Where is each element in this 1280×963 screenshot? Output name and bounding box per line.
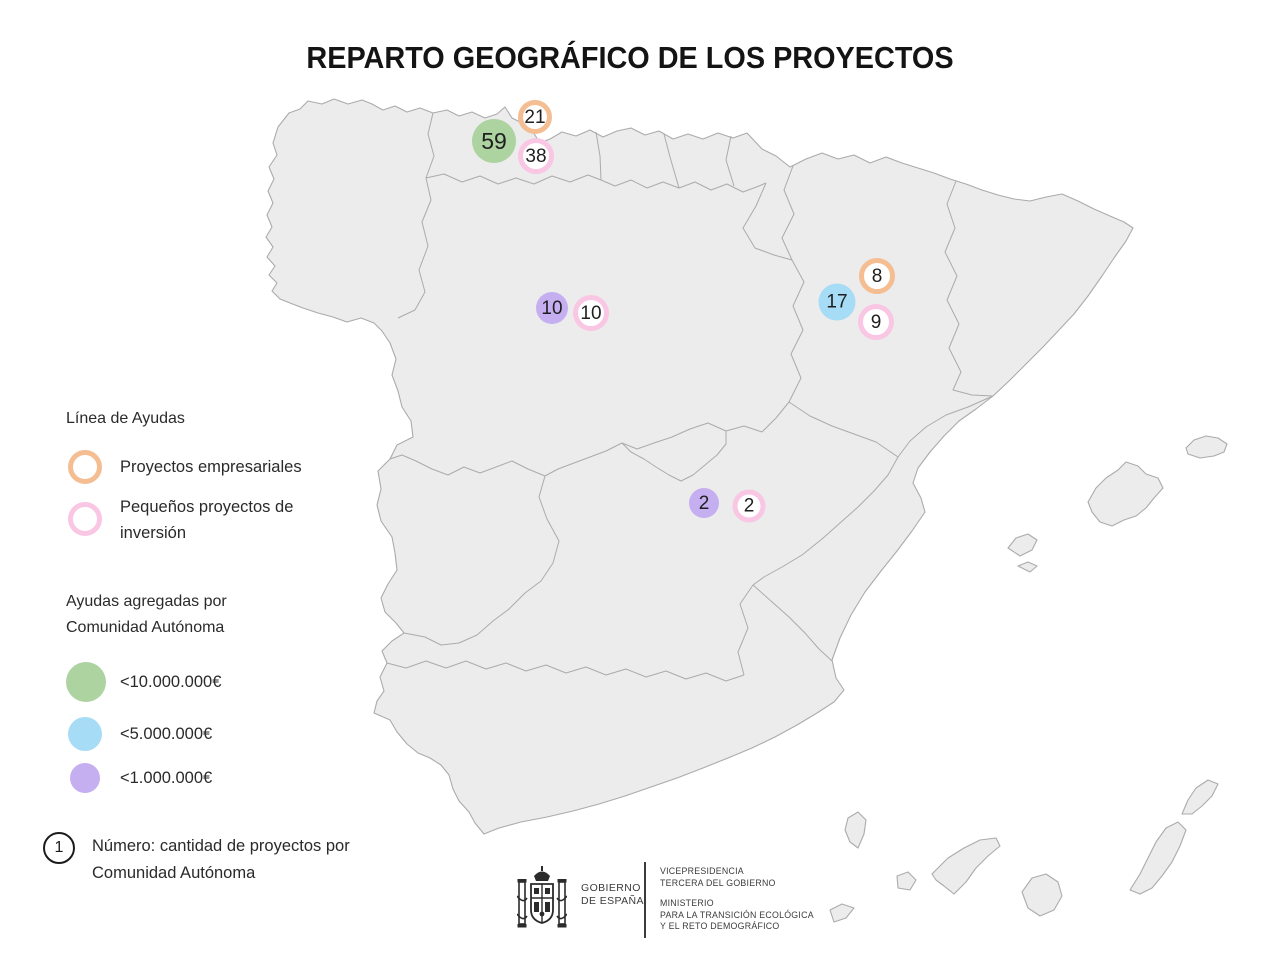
legend-label: Proyectos empresariales bbox=[120, 458, 302, 476]
spain-coat-of-arms-icon bbox=[517, 866, 567, 938]
map-region-canaries bbox=[830, 780, 1218, 922]
government-name bbox=[581, 882, 644, 907]
number-note-symbol: 1 bbox=[54, 839, 64, 856]
page-title: REPARTO GEOGRÁFICO DE LOS PROYECTOS bbox=[306, 40, 954, 75]
logo-text-line: GOBIERNO bbox=[581, 882, 641, 894]
number-note-circle bbox=[43, 832, 75, 864]
ministry-lines bbox=[660, 898, 814, 933]
legend-swatch-ring-pink-icon bbox=[68, 502, 102, 536]
map-marker: 10 bbox=[573, 295, 609, 331]
map-region-balearics bbox=[1008, 436, 1227, 572]
legend-label: <1.000.000€ bbox=[120, 769, 213, 787]
logo-text-line: TERCERA DEL GOBIERNO bbox=[660, 877, 776, 888]
legend-swatch-fill-green-icon bbox=[66, 662, 106, 702]
map-marker: 59 bbox=[472, 119, 516, 163]
department-block bbox=[660, 866, 814, 942]
logo-text-line: MINISTERIO bbox=[660, 898, 714, 908]
logo-divider bbox=[644, 862, 646, 938]
legend-lines-heading: Línea de Ayudas bbox=[66, 410, 185, 427]
map-marker: 2 bbox=[689, 488, 719, 518]
map-marker: 21 bbox=[518, 100, 552, 134]
map-marker: 2 bbox=[733, 490, 766, 523]
map-region-peninsula bbox=[266, 99, 1133, 834]
vicepresidency-lines bbox=[660, 866, 814, 889]
map-marker: 8 bbox=[859, 258, 895, 294]
logo-text-line: Y EL RETO DEMOGRÁFICO bbox=[660, 921, 780, 931]
legend-swatch-fill-blue-icon bbox=[68, 717, 102, 751]
legend-swatch-fill-purple-icon bbox=[70, 763, 100, 793]
legend-label: Pequeños proyectos de inversión bbox=[120, 498, 294, 542]
map-marker: 9 bbox=[858, 304, 894, 340]
legend-aggregates-heading: Ayudas agregadas por Comunidad Autónoma bbox=[66, 593, 227, 636]
map-marker: 10 bbox=[536, 292, 568, 324]
number-note-label: Número: cantidad de proyectos por Comunidad Autónoma bbox=[92, 837, 350, 882]
legend-label: <5.000.000€ bbox=[120, 725, 213, 743]
map-marker: 38 bbox=[518, 138, 554, 174]
logo-text-line: DE ESPAÑA bbox=[581, 894, 644, 907]
legend-label: <10.000.000€ bbox=[120, 673, 222, 691]
footer-logo bbox=[505, 858, 865, 942]
logo-text-line: PARA LA TRANSICIÓN ECOLÓGICA bbox=[660, 909, 814, 920]
legend-swatch-ring-orange-icon bbox=[68, 450, 102, 484]
map-marker: 17 bbox=[819, 284, 856, 321]
logo-text-line: VICEPRESIDENCIA bbox=[660, 866, 744, 876]
